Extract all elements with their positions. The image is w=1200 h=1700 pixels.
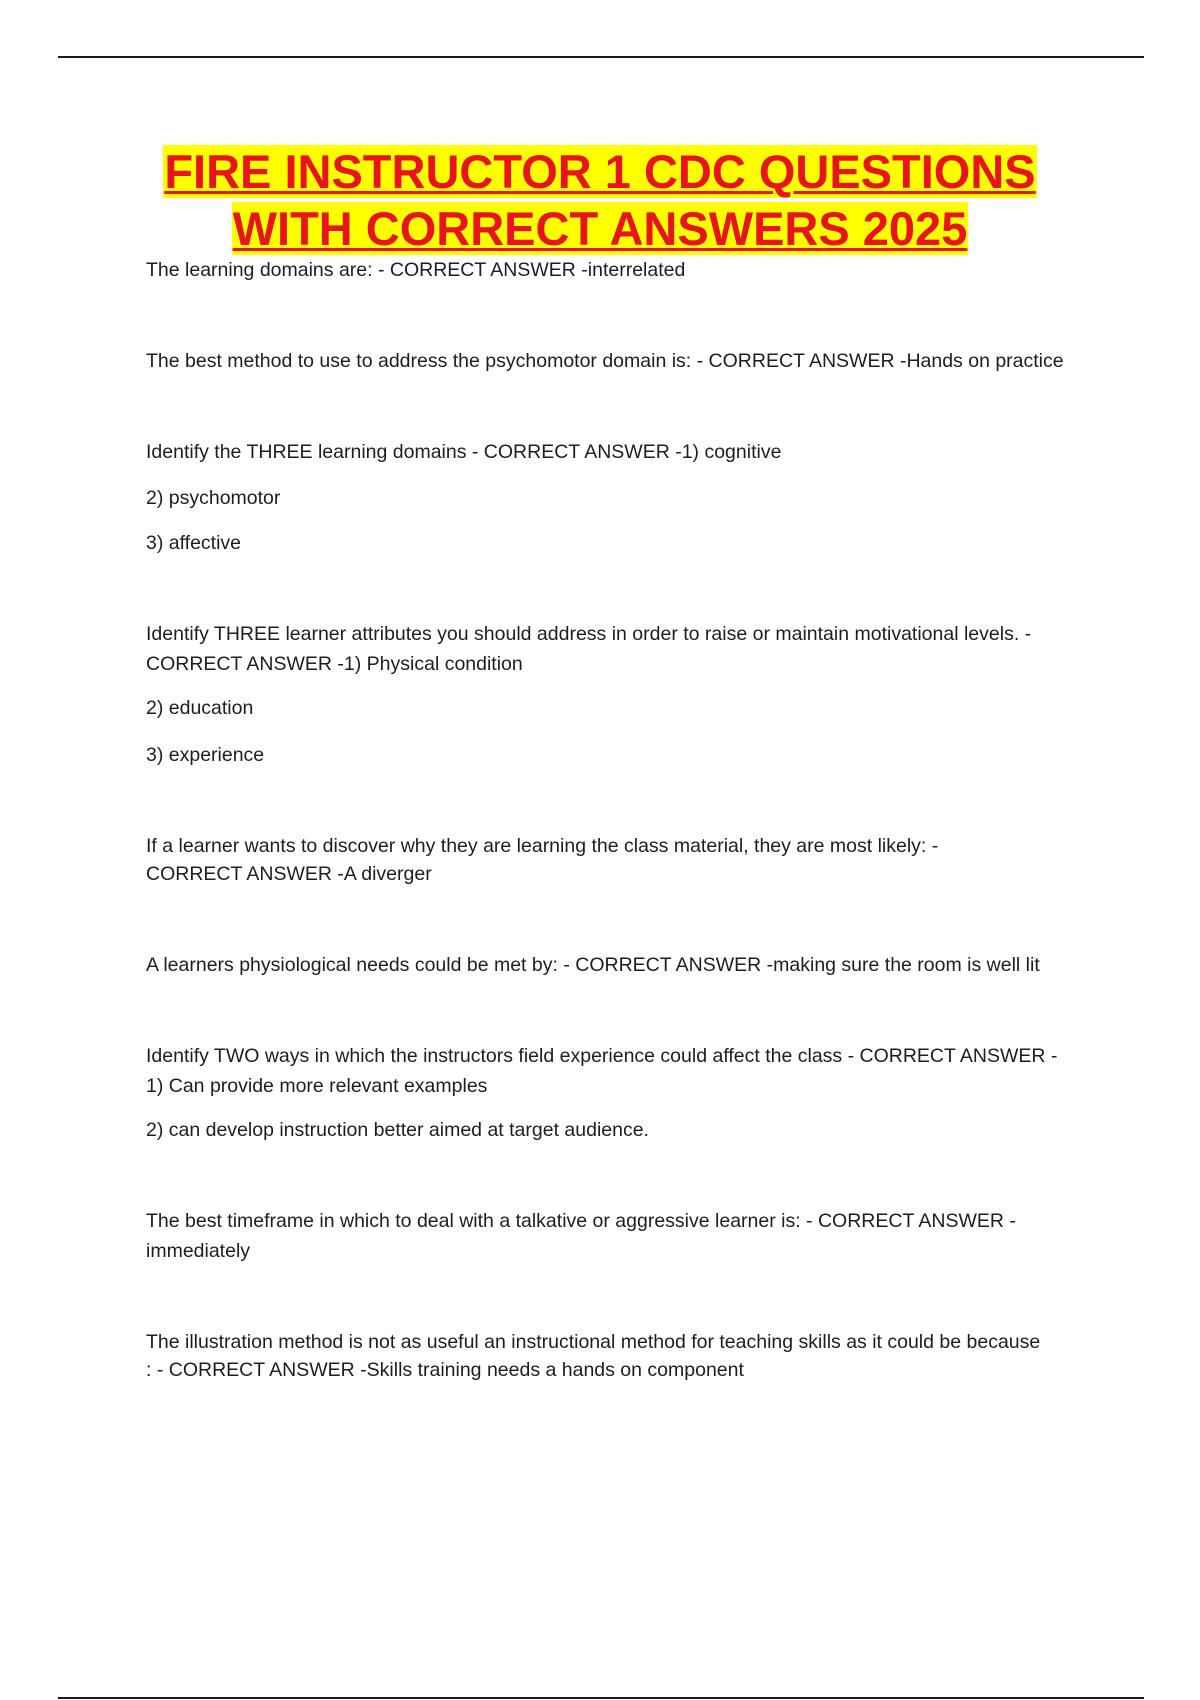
document-title [0, 143, 1200, 257]
title-line-2: WITH CORRECT ANSWERS 2025 [232, 202, 968, 255]
header-rule [58, 56, 1144, 58]
qa-line: 3) experience [146, 744, 265, 766]
qa-line: The best timeframe in which to deal with a talkative or aggressive learner is: - CORRECT ANSWER - [146, 1210, 1016, 1232]
qa-line: 2) psychomotor [146, 487, 281, 509]
qa-line: If a learner wants to discover why they are learning the class material, they are most likely: - [146, 835, 939, 857]
qa-line: The best method to use to address the psychomotor domain is: - CORRECT ANSWER -Hands on practice [146, 350, 1064, 372]
qa-line: CORRECT ANSWER -A diverger [146, 863, 432, 885]
qa-line: Identify THREE learner attributes you should address in order to raise or maintain motivational levels. - [146, 623, 1032, 645]
qa-line: Identify TWO ways in which the instructors field experience could affect the class - CORRECT ANSWER - [146, 1045, 1058, 1067]
footer-rule [58, 1697, 1144, 1699]
qa-line: Identify the THREE learning domains - CORRECT ANSWER -1) cognitive [146, 441, 782, 463]
qa-line: : - CORRECT ANSWER -Skills training needs a hands on component [146, 1359, 744, 1381]
qa-line: 2) can develop instruction better aimed at target audience. [146, 1119, 649, 1141]
qa-line: immediately [146, 1240, 251, 1262]
qa-line: A learners physiological needs could be met by: - CORRECT ANSWER -making sure the room is well lit [146, 954, 1040, 976]
qa-line: 1) Can provide more relevant examples [146, 1075, 488, 1097]
qa-line: CORRECT ANSWER -1) Physical condition [146, 653, 523, 675]
qa-line: 2) education [146, 697, 254, 719]
qa-line: The learning domains are: - CORRECT ANSWER -interrelated [146, 259, 686, 281]
title-line-1: FIRE INSTRUCTOR 1 CDC QUESTIONS [164, 145, 1036, 198]
qa-line: The illustration method is not as useful an instructional method for teaching skills as it could be because [146, 1331, 1041, 1353]
qa-line: 3) affective [146, 532, 242, 554]
